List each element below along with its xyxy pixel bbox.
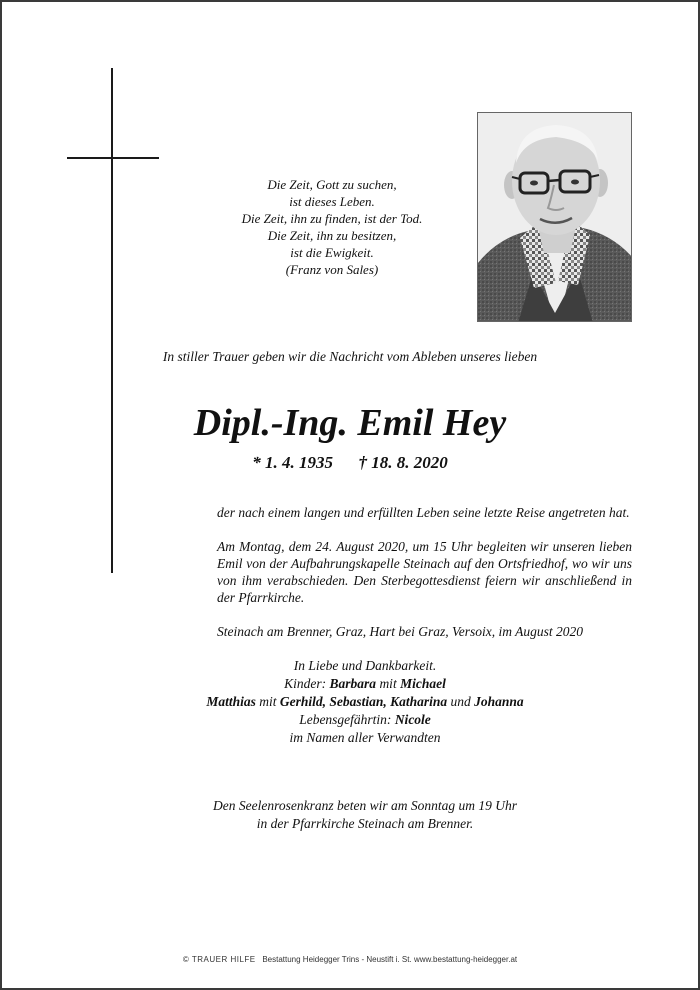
mourner-name: Johanna	[474, 694, 524, 709]
connector-text: und	[447, 694, 475, 709]
announcement-intro: In stiller Trauer geben wir die Nachricht vom Ableben unseres lieben	[162, 349, 538, 364]
mourner-name: Michael	[400, 676, 446, 691]
connector-text: mit	[376, 676, 401, 691]
cross-vertical-bar	[111, 68, 113, 573]
mourners-signature	[200, 657, 530, 747]
mourner-name: Matthias	[206, 694, 256, 709]
portrait-photo	[477, 112, 632, 322]
rosary-line: in der Pfarrkirche Steinach am Brenner.	[256, 816, 474, 831]
life-dates	[0, 453, 700, 473]
rosary-notice	[200, 797, 530, 833]
quote-line: ist die Ewigkeit.	[290, 245, 374, 260]
signature-partner-line	[200, 711, 530, 729]
cross-horizontal-bar	[67, 157, 159, 159]
signature-children-line	[200, 693, 530, 711]
birth-date: * 1. 4. 1935	[252, 453, 333, 472]
signature-line: In Liebe und Dankbarkeit.	[293, 658, 437, 673]
footer	[0, 955, 700, 964]
farewell-text: der nach einem langen und erfüllten Leben seine letzte Reise angetreten hat.	[217, 505, 630, 520]
signature-relatives: im Namen aller Verwandten	[289, 730, 441, 745]
death-date: † 18. 8. 2020	[358, 453, 448, 472]
quote-line: ist dieses Leben.	[289, 194, 375, 209]
footer-brand: © TRAUER HILFE	[182, 955, 256, 964]
quote-line: Die Zeit, ihn zu finden, ist der Tod.	[241, 211, 423, 226]
quote-line: Die Zeit, ihn zu besitzen,	[267, 228, 397, 243]
quote-author: (Franz von Sales)	[285, 262, 379, 277]
funeral-details: Am Montag, dem 24. August 2020, um 15 Uhr begleiten wir unseren lieben Emil von der Aufbahrungskapelle Steinach auf den Ortsfriedhof, wo wir uns von ihm verabschieden. Den Sterbegottesdienst feiern wir anschließend in der Pfarrkirche.	[217, 539, 632, 605]
partner-label: Lebensgefährtin:	[299, 712, 395, 727]
connector-text: mit	[255, 694, 280, 709]
deceased-name: Dipl.-Ing. Emil Hey	[193, 402, 507, 444]
place-and-date: Steinach am Brenner, Graz, Hart bei Graz, Versoix, im August 2020	[217, 624, 583, 639]
rosary-line: Den Seelenrosenkranz beten wir am Sonntag um 19 Uhr	[213, 798, 517, 813]
mourner-name: Barbara	[329, 676, 377, 691]
children-label: Kinder:	[284, 676, 330, 691]
footer-text: Bestattung Heidegger Trins - Neustift i. St. www.bestattung-heidegger.at	[262, 955, 518, 964]
memorial-quote	[222, 176, 442, 278]
mourner-name: Gerhild, Sebastian, Katharina	[279, 694, 448, 709]
signature-children-line	[200, 675, 530, 693]
quote-line: Die Zeit, Gott zu suchen,	[267, 177, 397, 192]
portrait-illustration	[478, 113, 632, 322]
mourner-name: Nicole	[394, 712, 431, 727]
